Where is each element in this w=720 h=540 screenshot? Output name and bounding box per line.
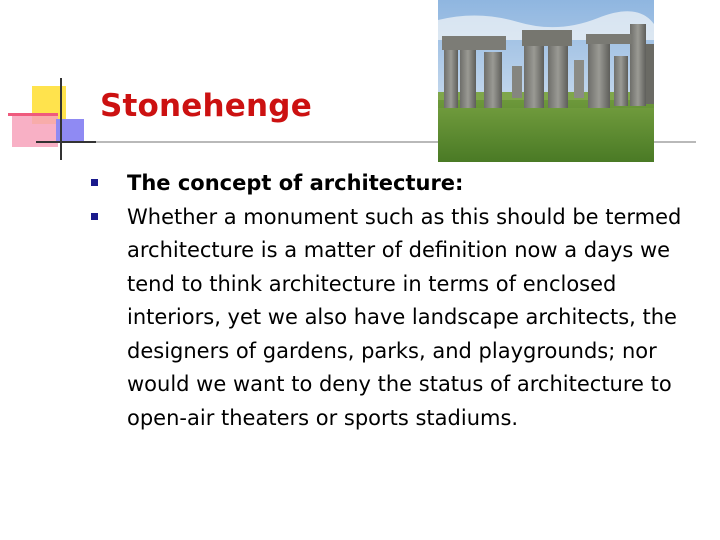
bullet-marker-icon (91, 179, 98, 186)
decorative-vertical-line (60, 78, 62, 160)
slide-title: Stonehenge (100, 88, 312, 124)
title-underline-accent (36, 141, 96, 143)
bullet-item (90, 167, 710, 201)
stonehenge-photo-drawing (438, 0, 654, 162)
stonehenge-photo (438, 0, 654, 162)
bullet-list (90, 167, 710, 435)
bullet-text: The concept of architecture: (127, 171, 464, 195)
bullet-text: Whether a monument such as this should be termed architecture is a matter of definition now a days we tend to think architecture in terms of enclosed interiors, yet we also have landscape architects, the designers of gardens, parks, and playgrounds; nor would we want to deny the status of architecture to open-air theaters or sports stadiums. (127, 204, 682, 430)
bullet-marker-icon (91, 213, 98, 220)
decorative-pink-edge (8, 113, 58, 116)
bullet-item (90, 201, 710, 436)
